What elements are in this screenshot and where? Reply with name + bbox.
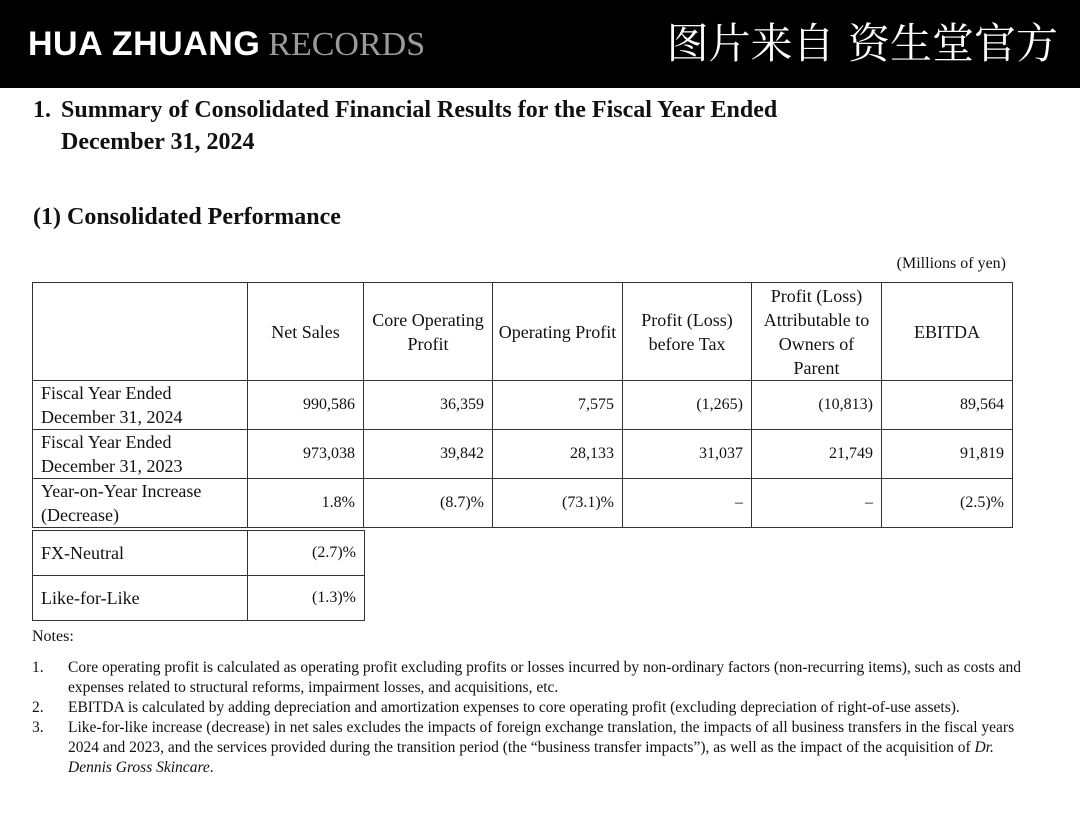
cell-value: 89,564 bbox=[882, 381, 1013, 430]
note-text: EBITDA is calculated by adding depreciation and amortization expenses to core operating profit (excluding depreciation of right-of-use assets). bbox=[68, 699, 960, 716]
section-title: (1) Consolidated Performance bbox=[33, 204, 341, 230]
header-banner bbox=[0, 0, 1080, 88]
header-cell: EBITDA bbox=[882, 283, 1013, 381]
row-label: Fiscal Year Ended December 31, 2024 bbox=[33, 381, 248, 430]
header-cell: Profit (Loss) before Tax bbox=[623, 283, 752, 381]
note-text: Core operating profit is calculated as operating profit excluding profits or losses incurred by non-ordinary factors (non-recurring items), such as costs and expenses related to structural reforms, impairment losses, and acquisitions, etc. bbox=[68, 659, 1021, 696]
header-cell bbox=[33, 283, 248, 381]
cell-value: – bbox=[752, 479, 882, 528]
header-cell: Profit (Loss) Attributable to Owners of Parent bbox=[752, 283, 882, 381]
table-row bbox=[33, 479, 1013, 528]
title-number: 1. bbox=[33, 97, 51, 123]
notes-label: Notes: bbox=[32, 628, 74, 645]
note-number: 1. bbox=[32, 659, 44, 676]
table-row bbox=[33, 381, 1013, 430]
table-row bbox=[33, 576, 365, 621]
brand-logo bbox=[28, 22, 425, 67]
header-cell: Core Operating Profit bbox=[364, 283, 493, 381]
cell-value: – bbox=[623, 479, 752, 528]
unit-note: (Millions of yen) bbox=[896, 255, 1006, 272]
cell-value: 990,586 bbox=[248, 381, 364, 430]
note-item bbox=[32, 658, 1022, 698]
note-text: Like-for-like increase (decrease) in net sales excludes the impacts of foreign exchange translation, the impacts of all business transfers in the fiscal years 2024 and 2023, and the services provided during the transition period (the “business transfer impacts”), as well as the impact of the acquisition of bbox=[68, 719, 1015, 756]
cell-value: 39,842 bbox=[364, 430, 493, 479]
cell-value: 31,037 bbox=[623, 430, 752, 479]
row-label: Fiscal Year Ended December 31, 2023 bbox=[33, 430, 248, 479]
note-number: 2. bbox=[32, 699, 44, 716]
notes-list bbox=[32, 658, 1022, 778]
table-row bbox=[33, 430, 1013, 479]
table-row bbox=[33, 531, 365, 576]
row-label: FX-Neutral bbox=[33, 531, 248, 576]
cell-value: (2.7)% bbox=[248, 531, 365, 576]
title-line-1: Summary of Consolidated Financial Results for the Fiscal Year Ended bbox=[61, 97, 778, 123]
title-line-2: December 31, 2024 bbox=[61, 129, 255, 155]
cell-value: (1,265) bbox=[623, 381, 752, 430]
cell-value: 28,133 bbox=[493, 430, 623, 479]
cell-value: 973,038 bbox=[248, 430, 364, 479]
cell-value: (8.7)% bbox=[364, 479, 493, 528]
cell-value: (1.3)% bbox=[248, 576, 365, 621]
row-label: Like-for-Like bbox=[33, 576, 248, 621]
note-item bbox=[32, 698, 1022, 718]
cell-value: (10,813) bbox=[752, 381, 882, 430]
header-cell: Net Sales bbox=[248, 283, 364, 381]
table-header-row bbox=[33, 283, 1013, 381]
brand-secondary: RECORDS bbox=[268, 26, 426, 63]
cell-value: 21,749 bbox=[752, 430, 882, 479]
cell-value: 1.8% bbox=[248, 479, 364, 528]
cell-value: 7,575 bbox=[493, 381, 623, 430]
growth-breakdown-table bbox=[32, 530, 365, 621]
note-italic-text: Dr. Dennis Gross Skincare bbox=[68, 739, 994, 776]
cell-value: 36,359 bbox=[364, 381, 493, 430]
cell-value: (73.1)% bbox=[493, 479, 623, 528]
cell-value: (2.5)% bbox=[882, 479, 1013, 528]
row-label: Year-on-Year Increase (Decrease) bbox=[33, 479, 248, 528]
watermark-text: 图片来自 资生堂官方 bbox=[666, 19, 1058, 68]
performance-table bbox=[32, 282, 1013, 528]
cell-value: 91,819 bbox=[882, 430, 1013, 479]
note-item bbox=[32, 718, 1022, 778]
document-title bbox=[33, 94, 777, 158]
note-number: 3. bbox=[32, 719, 44, 736]
brand-primary: HUA ZHUANG bbox=[28, 25, 261, 63]
note-text-end: . bbox=[209, 759, 214, 776]
header-cell: Operating Profit bbox=[493, 283, 623, 381]
